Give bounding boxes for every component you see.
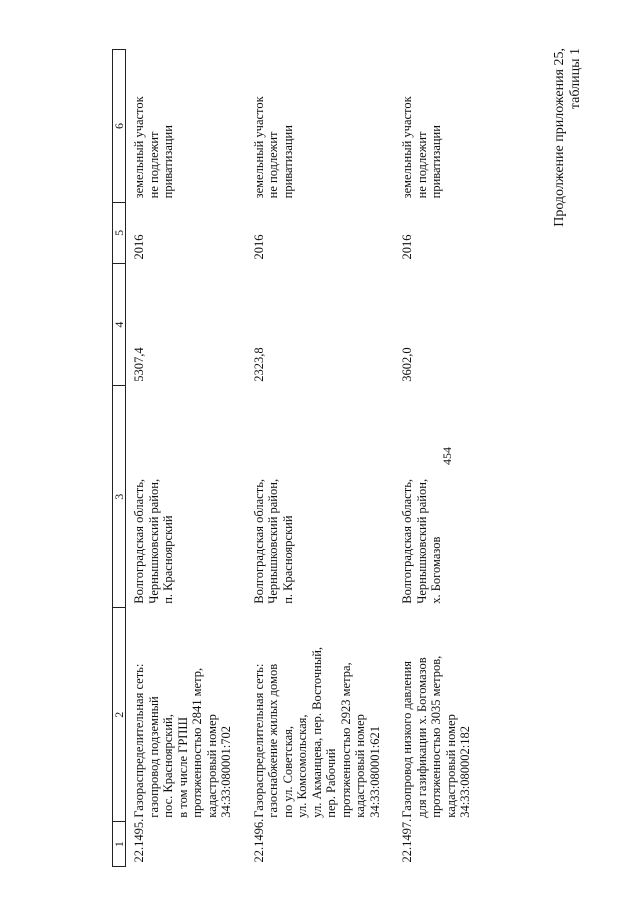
object-name-line: кадастровый номер (204, 714, 219, 818)
object-note-line: приватизации (280, 125, 295, 199)
object-note (394, 50, 475, 203)
object-address (394, 386, 475, 608)
object-name-line: Газораспределительная сеть: (132, 663, 146, 818)
object-note-line: не подлежит (414, 131, 429, 199)
object-name-line: 34:33:080001:621 (367, 726, 382, 818)
object-year: 2016 (132, 234, 146, 260)
object-name-line: кадастровый номер (353, 714, 367, 818)
row-spacer (384, 50, 394, 867)
object-address-line: Волгоградская область, (251, 478, 266, 604)
continuation-line-1: Продолжение приложения 25, (552, 48, 567, 227)
object-address-line: Чернышковский район, (146, 478, 161, 604)
column-header: 6 (113, 50, 126, 203)
object-name-line: кадастровый номер (443, 714, 458, 818)
object-address-line: Чернышковский район, (266, 478, 280, 604)
page-number: 454 (440, 447, 454, 465)
object-address-line: Волгоградская область, (132, 478, 146, 604)
column-header: 2 (113, 608, 126, 822)
object-note-line: земельный участок (132, 96, 146, 199)
table-body (126, 50, 475, 867)
object-name-line: протяженностью 3035 метров, (429, 655, 443, 818)
object-year: 2016 (251, 234, 266, 260)
object-address (126, 386, 236, 608)
table-row (246, 50, 385, 867)
object-note-line: земельный участок (251, 96, 266, 199)
object-name (394, 608, 475, 822)
object-year: 2016 (400, 234, 414, 260)
object-name-line: 34:33:080002:182 (458, 726, 472, 818)
object-name-line: Газопровод низкого давления (400, 660, 414, 818)
object-address-line: п. Красноярский (161, 515, 175, 604)
column-header: 5 (113, 202, 126, 263)
object-name-line: 34:33:080001:702 (219, 726, 233, 818)
object-name-line: в том числе ГРПШ (175, 717, 190, 818)
object-name-line: ул. Комсомольская, (295, 714, 309, 818)
object-value: 3602,0 (400, 347, 414, 382)
column-header: 3 (113, 386, 126, 608)
object-name-line: газоснабжение жилых домов (266, 663, 280, 818)
object-name-line: протяженностью 2841 метр, (190, 667, 204, 818)
object-name-line: ул. Акманцева, пер. Восточный, (309, 646, 324, 818)
object-note-line: приватизации (429, 125, 443, 199)
object-value: 2323,8 (251, 347, 266, 382)
row-number: 22.1496. (251, 818, 266, 863)
continuation-heading (552, 48, 584, 227)
object-name-line: пос. Красноярский, (161, 714, 175, 818)
row-number: 22.1497. (400, 818, 414, 863)
object-name (126, 608, 236, 822)
object-name-line: газопровод подземный (146, 696, 161, 818)
object-name-line: по ул. Советская, (280, 726, 295, 818)
row-number: 22.1495. (132, 818, 146, 863)
object-note (126, 50, 236, 203)
table-row (126, 50, 236, 867)
table-header (113, 50, 126, 867)
object-note-line: земельный участок (400, 96, 414, 199)
object-address-line: Чернышковский район, (414, 478, 429, 604)
object-name-line: протяженностью 2923 метра, (338, 662, 353, 818)
object-note-line: не подлежит (266, 131, 280, 199)
object-value: 5307,4 (132, 347, 146, 382)
object-name-line: пер. Рабочий (324, 748, 338, 818)
row-spacer (236, 50, 246, 867)
column-header: 4 (113, 263, 126, 385)
object-name-line: для газификации х. Богомазов (414, 657, 429, 818)
object-note (246, 50, 385, 203)
table-row (394, 50, 475, 867)
object-name (246, 608, 385, 822)
object-name-line: Газораспределительная сеть: (251, 663, 266, 818)
continuation-line-2: таблицы 1 (568, 48, 583, 110)
column-header: 1 (113, 822, 126, 867)
object-note-line: не подлежит (146, 131, 161, 199)
object-address-line: Волгоградская область, (400, 478, 414, 604)
registry-table (112, 49, 475, 867)
object-address-line: п. Красноярский (280, 515, 295, 604)
object-address (246, 386, 385, 608)
object-address-line: х. Богомазов (429, 536, 443, 604)
object-note-line: приватизации (161, 125, 175, 199)
